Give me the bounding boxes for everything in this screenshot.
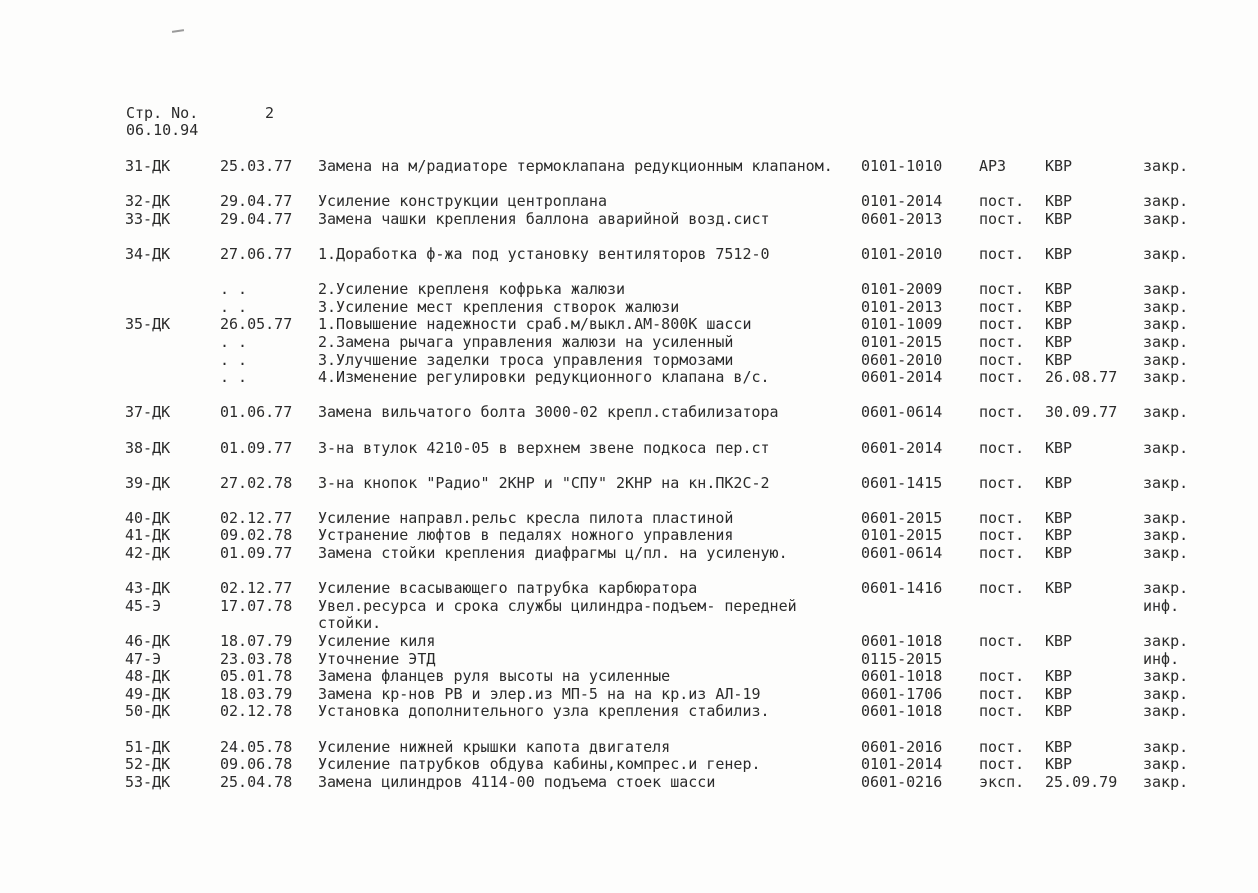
bulletin-date: 01.06.77 bbox=[220, 403, 293, 422]
bulletin-description: 1.Доработка ф-жа под установку вентиляторов 7512-0 bbox=[318, 244, 770, 263]
bulletin-date: 02.12.77 bbox=[220, 579, 293, 598]
bulletin-type: пост. bbox=[979, 350, 1025, 369]
bulletin-number: 40-ДК bbox=[125, 508, 171, 527]
bulletin-code: 0101-2010 bbox=[861, 244, 943, 263]
bulletin-number: 32-ДК bbox=[125, 192, 171, 211]
bulletin-status: закр. bbox=[1143, 579, 1189, 598]
bulletin-note: 26.08.77 bbox=[1045, 368, 1118, 387]
bulletin-date: . . bbox=[220, 280, 248, 299]
table-row bbox=[0, 668, 1258, 686]
bulletin-code: 0101-2015 bbox=[861, 332, 943, 351]
bulletin-date: 18.07.79 bbox=[220, 632, 293, 651]
bulletin-note: КВР bbox=[1045, 473, 1073, 492]
bulletin-number: 37-ДК bbox=[125, 403, 171, 422]
bulletin-description: Усиление всасывающего патрубка карбюратора bbox=[318, 579, 698, 598]
bulletin-description: Устранение люфтов в педалях ножного управления bbox=[318, 526, 734, 545]
bulletin-code: 0101-2015 bbox=[861, 526, 943, 545]
bulletin-status: закр. bbox=[1143, 332, 1189, 351]
bulletin-note: КВР bbox=[1045, 526, 1073, 545]
bulletin-number: 39-ДК bbox=[125, 473, 171, 492]
bulletin-note: КВР bbox=[1045, 332, 1073, 351]
bulletin-type: пост. bbox=[979, 280, 1025, 299]
bulletin-type: пост. bbox=[979, 737, 1025, 756]
bulletin-description: 3.Усиление мест крепления створок жалюзи bbox=[318, 297, 680, 316]
bulletin-number: 51-ДК bbox=[125, 737, 171, 756]
bulletin-note: КВР bbox=[1045, 684, 1073, 703]
bulletin-note: 30.09.77 bbox=[1045, 403, 1118, 422]
bulletin-number: 48-ДК bbox=[125, 667, 171, 686]
bulletin-description: Замена стойки крепления диафрагмы ц/пл. на усиленую. bbox=[318, 544, 788, 563]
bulletin-type: пост. bbox=[979, 579, 1025, 598]
bulletin-number: 45-Э bbox=[125, 596, 162, 615]
table-row bbox=[0, 598, 1258, 633]
bulletin-number: 46-ДК bbox=[125, 632, 171, 651]
bulletin-type: пост. bbox=[979, 297, 1025, 316]
bulletin-number: 47-Э bbox=[125, 649, 162, 668]
bulletin-date: 26.05.77 bbox=[220, 315, 293, 334]
document-date: 06.10.94 bbox=[126, 121, 199, 139]
bulletin-status: закр. bbox=[1143, 473, 1189, 492]
table-row bbox=[0, 545, 1258, 580]
bulletin-number: 50-ДК bbox=[125, 702, 171, 721]
bulletin-note: КВР bbox=[1045, 667, 1073, 686]
bulletin-number: 43-ДК bbox=[125, 579, 171, 598]
bulletin-status: закр. bbox=[1143, 315, 1189, 334]
bulletin-status: закр. bbox=[1143, 772, 1189, 791]
bulletin-code: 0601-1415 bbox=[861, 473, 943, 492]
bulletin-type: пост. bbox=[979, 684, 1025, 703]
bulletin-code: 0601-0614 bbox=[861, 544, 943, 563]
bulletin-description: Замена фланцев руля высоты на усиленные bbox=[318, 667, 671, 686]
table-row bbox=[0, 352, 1258, 370]
bulletin-description: Установка дополнительного узла крепления стабилиз. bbox=[318, 702, 770, 721]
bulletin-status: закр. bbox=[1143, 209, 1189, 228]
bulletin-status: закр. bbox=[1143, 403, 1189, 422]
bulletin-code: 0101-2013 bbox=[861, 297, 943, 316]
bulletin-date: 29.04.77 bbox=[220, 209, 293, 228]
table-row bbox=[0, 211, 1258, 246]
bulletin-type: эксп. bbox=[979, 772, 1025, 791]
bulletin-code: 0601-2014 bbox=[861, 438, 943, 457]
table-row bbox=[0, 510, 1258, 528]
bulletin-description: З-на кнопок "Радио" 2КНР и "СПУ" 2КНР на кн.ПК2С-2 bbox=[318, 473, 770, 492]
bulletin-status: инф. bbox=[1143, 649, 1180, 668]
bulletin-code: 0115-2015 bbox=[861, 649, 943, 668]
bulletin-note: КВР bbox=[1045, 755, 1073, 774]
bulletin-date: 29.04.77 bbox=[220, 192, 293, 211]
bulletin-date: . . bbox=[220, 297, 248, 316]
bulletin-code: 0601-1018 bbox=[861, 702, 943, 721]
table-row bbox=[0, 299, 1258, 317]
bulletin-description: Замена вильчатого болта 3000-02 крепл.стабилизатора bbox=[318, 403, 779, 422]
bulletin-status: закр. bbox=[1143, 438, 1189, 457]
bulletin-number: 52-ДК bbox=[125, 755, 171, 774]
bulletin-date: 09.02.78 bbox=[220, 526, 293, 545]
table-row bbox=[0, 281, 1258, 299]
table-row bbox=[0, 774, 1258, 792]
bulletin-description: 2.Замена рычага управления жалюзи на усиленный bbox=[318, 332, 734, 351]
bulletin-code: 0601-0614 bbox=[861, 403, 943, 422]
bulletin-type: пост. bbox=[979, 209, 1025, 228]
bulletin-date: . . bbox=[220, 350, 248, 369]
bulletin-date: 25.03.77 bbox=[220, 157, 293, 175]
bulletin-type: пост. bbox=[979, 508, 1025, 527]
bulletin-type: пост. bbox=[979, 755, 1025, 774]
bulletin-description: Замена на м/радиаторе термоклапана редукционным клапаном. bbox=[318, 157, 833, 175]
bulletin-code: 0101-2014 bbox=[861, 192, 943, 211]
bulletin-code: 0601-1018 bbox=[861, 667, 943, 686]
bulletin-type: пост. bbox=[979, 526, 1025, 545]
bulletin-description: Уточнение ЭТД bbox=[318, 649, 436, 668]
bulletin-status: закр. bbox=[1143, 632, 1189, 651]
bulletin-status: закр. bbox=[1143, 508, 1189, 527]
bulletin-number: 31-ДК bbox=[125, 157, 171, 175]
bulletin-date: . . bbox=[220, 332, 248, 351]
bulletin-type: пост. bbox=[979, 403, 1025, 422]
table-row bbox=[0, 633, 1258, 651]
bulletin-note: КВР bbox=[1045, 544, 1073, 563]
bulletin-description: Усиление направл.рельс кресла пилота пластиной bbox=[318, 508, 734, 527]
bulletin-code: 0101-1010 bbox=[861, 157, 943, 175]
bulletin-status: закр. bbox=[1143, 157, 1189, 175]
table-row bbox=[0, 316, 1258, 334]
bulletin-status: закр. bbox=[1143, 244, 1189, 263]
bulletin-code: 0601-2015 bbox=[861, 508, 943, 527]
bulletin-type: пост. bbox=[979, 368, 1025, 387]
table-row bbox=[0, 158, 1258, 193]
bulletin-code: 0601-2016 bbox=[861, 737, 943, 756]
bulletin-status: закр. bbox=[1143, 368, 1189, 387]
table-row bbox=[0, 193, 1258, 211]
bulletin-date: 18.03.79 bbox=[220, 684, 293, 703]
bulletin-number: 42-ДК bbox=[125, 544, 171, 563]
bulletin-date: 09.06.78 bbox=[220, 755, 293, 774]
bulletin-description: Усиление киля bbox=[318, 632, 436, 651]
table-row bbox=[0, 475, 1258, 510]
bulletin-code: 0601-0216 bbox=[861, 772, 943, 791]
bulletin-description: Усиление патрубков обдува кабины,компрес.и генер. bbox=[318, 755, 761, 774]
bulletin-note: КВР bbox=[1045, 508, 1073, 527]
bulletin-status: инф. bbox=[1143, 596, 1180, 615]
bulletin-type: пост. bbox=[979, 315, 1025, 334]
scan-mark bbox=[172, 29, 184, 33]
bulletin-note: КВР bbox=[1045, 280, 1073, 299]
bulletin-date: 02.12.78 bbox=[220, 702, 293, 721]
bulletin-code: 0601-1018 bbox=[861, 632, 943, 651]
table-row bbox=[0, 651, 1258, 669]
bulletin-table bbox=[0, 158, 1258, 791]
bulletin-note: КВР bbox=[1045, 632, 1073, 651]
bulletin-note: КВР bbox=[1045, 438, 1073, 457]
bulletin-code: 0601-2013 bbox=[861, 209, 943, 228]
table-row bbox=[0, 580, 1258, 598]
bulletin-status: закр. bbox=[1143, 280, 1189, 299]
table-row bbox=[0, 440, 1258, 475]
bulletin-code: 0601-2014 bbox=[861, 368, 943, 387]
bulletin-status: закр. bbox=[1143, 350, 1189, 369]
bulletin-number: 38-ДК bbox=[125, 438, 171, 457]
bulletin-description: З-на втулок 4210-05 в верхнем звене подкоса пер.ст bbox=[318, 438, 770, 457]
bulletin-status: закр. bbox=[1143, 526, 1189, 545]
bulletin-code: 0101-2014 bbox=[861, 755, 943, 774]
bulletin-code: 0601-1416 bbox=[861, 579, 943, 598]
bulletin-date: 27.06.77 bbox=[220, 244, 293, 263]
bulletin-status: закр. bbox=[1143, 702, 1189, 721]
table-row bbox=[0, 527, 1258, 545]
bulletin-status: закр. bbox=[1143, 192, 1189, 211]
bulletin-date: 05.01.78 bbox=[220, 667, 293, 686]
table-row bbox=[0, 756, 1258, 774]
bulletin-type: пост. bbox=[979, 244, 1025, 263]
table-row bbox=[0, 334, 1258, 352]
bulletin-number: 33-ДК bbox=[125, 209, 171, 228]
bulletin-number: 34-ДК bbox=[125, 244, 171, 263]
bulletin-status: закр. bbox=[1143, 684, 1189, 703]
bulletin-code: 0101-1009 bbox=[861, 315, 943, 334]
bulletin-description: Усиление конструкции центроплана bbox=[318, 192, 607, 211]
bulletin-type: пост. bbox=[979, 702, 1025, 721]
bulletin-number: 41-ДК bbox=[125, 526, 171, 545]
bulletin-note: КВР bbox=[1045, 350, 1073, 369]
bulletin-description: 2.Усиление крепленя кофрька жалюзи bbox=[318, 280, 626, 299]
bulletin-description: Усиление нижней крышки капота двигателя bbox=[318, 737, 671, 756]
bulletin-type: пост. bbox=[979, 667, 1025, 686]
bulletin-status: закр. bbox=[1143, 544, 1189, 563]
bulletin-type: пост. bbox=[979, 192, 1025, 211]
bulletin-note: КВР bbox=[1045, 579, 1073, 598]
bulletin-description: Замена чашки крепления баллона аварийной возд.сист bbox=[318, 209, 770, 228]
bulletin-date: 23.03.78 bbox=[220, 649, 293, 668]
table-row bbox=[0, 246, 1258, 281]
bulletin-date: 01.09.77 bbox=[220, 438, 293, 457]
table-row bbox=[0, 369, 1258, 404]
bulletin-type: пост. bbox=[979, 544, 1025, 563]
bulletin-note: КВР bbox=[1045, 192, 1073, 211]
bulletin-date: 02.12.77 bbox=[220, 508, 293, 527]
bulletin-status: закр. bbox=[1143, 297, 1189, 316]
table-row bbox=[0, 404, 1258, 439]
bulletin-type: пост. bbox=[979, 473, 1025, 492]
bulletin-date: 24.05.78 bbox=[220, 737, 293, 756]
page-label: Стр. No. bbox=[126, 104, 199, 122]
bulletin-date: 01.09.77 bbox=[220, 544, 293, 563]
bulletin-date: 25.04.78 bbox=[220, 772, 293, 791]
bulletin-number: 53-ДК bbox=[125, 772, 171, 791]
bulletin-description: 3.Улучшение заделки троса управления тормозами bbox=[318, 350, 734, 369]
bulletin-number: 35-ДК bbox=[125, 315, 171, 334]
bulletin-description: 1.Повышение надежности сраб.м/выкл.АМ-800К шасси bbox=[318, 315, 752, 334]
bulletin-number: 49-ДК bbox=[125, 684, 171, 703]
page-number: 2 bbox=[265, 104, 275, 122]
bulletin-code: 0601-1706 bbox=[861, 684, 943, 703]
bulletin-note: 25.09.79 bbox=[1045, 772, 1118, 791]
table-row bbox=[0, 686, 1258, 704]
bulletin-date: 17.07.78 bbox=[220, 596, 293, 615]
bulletin-description: 4.Изменение регулировки редукционного клапана в/с. bbox=[318, 368, 770, 387]
bulletin-code: 0601-2010 bbox=[861, 350, 943, 369]
bulletin-type: пост. bbox=[979, 438, 1025, 457]
bulletin-note: КВР bbox=[1045, 244, 1073, 263]
bulletin-type: пост. bbox=[979, 332, 1025, 351]
bulletin-type: АРЗ bbox=[979, 157, 1007, 175]
bulletin-note: КВР bbox=[1045, 737, 1073, 756]
bulletin-code: 0101-2009 bbox=[861, 280, 943, 299]
table-row bbox=[0, 703, 1258, 738]
bulletin-status: закр. bbox=[1143, 737, 1189, 756]
table-row bbox=[0, 739, 1258, 757]
bulletin-description: Увел.ресурса и срока службы цилиндра-подъем- передней стойки. bbox=[318, 596, 797, 633]
bulletin-date: 27.02.78 bbox=[220, 473, 293, 492]
bulletin-description: Замена кр-нов РВ и элер.из МП-5 на на кр.из АЛ-19 bbox=[318, 684, 761, 703]
bulletin-note: КВР bbox=[1045, 702, 1073, 721]
bulletin-note: КВР bbox=[1045, 209, 1073, 228]
bulletin-note: КВР bbox=[1045, 297, 1073, 316]
bulletin-date: . . bbox=[220, 368, 248, 387]
bulletin-description: Замена цилиндров 4114-00 подъема стоек шасси bbox=[318, 772, 716, 791]
bulletin-note: КВР bbox=[1045, 315, 1073, 334]
bulletin-status: закр. bbox=[1143, 667, 1189, 686]
bulletin-note: КВР bbox=[1045, 157, 1073, 175]
bulletin-status: закр. bbox=[1143, 755, 1189, 774]
bulletin-type: пост. bbox=[979, 632, 1025, 651]
